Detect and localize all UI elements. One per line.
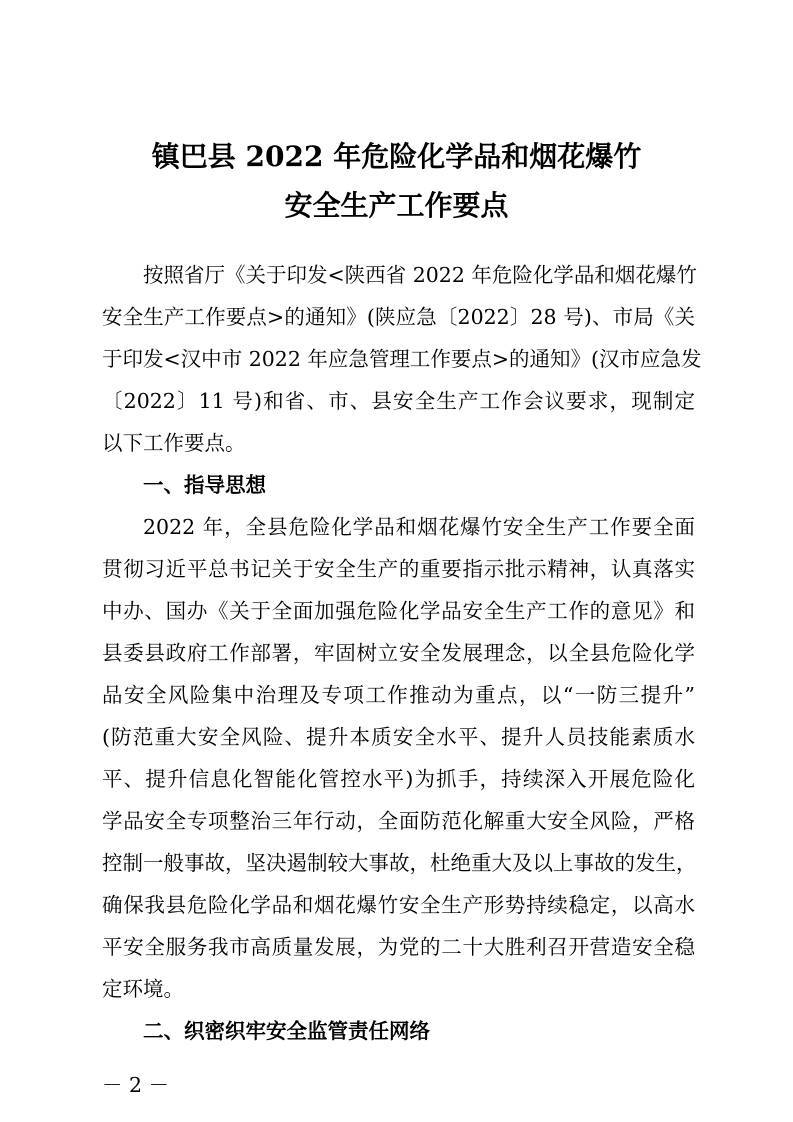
intro-line-3: 于印发<汉中市 2022 年应急管理工作要点>的通知》(汉市应急发 xyxy=(102,347,702,371)
section-2-heading: 二、织密织牢安全监管责任网络 xyxy=(143,1019,430,1043)
section-1-line-6: (防范重大安全风险、提升本质安全水平、提升人员技能素质水 xyxy=(102,725,695,749)
intro-line-5: 以下工作要点。 xyxy=(102,431,246,455)
section-1-line-2: 贯彻习近平总书记关于安全生产的重要指示批示精神，认真落实 xyxy=(102,557,695,581)
section-1-line-4: 县委县政府工作部署，牢固树立安全发展理念，以全县危险化学 xyxy=(102,641,695,665)
section-1-line-5: 品安全风险集中治理及专项工作推动为重点，以“一防三提升” xyxy=(102,683,695,707)
intro-line-4: 〔2022〕11 号)和省、市、县安全生产工作会议要求，现制定 xyxy=(102,389,695,413)
section-1-line-3: 中办、国办《关于全面加强危险化学品安全生产工作的意见》和 xyxy=(102,599,695,623)
document-title-line-1: 镇巴县 2022 年危险化学品和烟花爆竹 xyxy=(151,140,642,173)
section-1-heading: 一、指导思想 xyxy=(143,473,266,497)
page-number: － 2 － xyxy=(102,1073,170,1097)
section-1-line-9: 控制一般事故，坚决遏制较大事故，杜绝重大及以上事故的发生， xyxy=(102,851,697,875)
intro-line-2: 安全生产工作要点>的通知》(陕应急〔2022〕28 号)、市局《关 xyxy=(102,305,695,329)
intro-line-1: 按照省厅《关于印发<陕西省 2022 年危险化学品和烟花爆竹 xyxy=(143,263,697,287)
section-1-line-8: 学品安全专项整治三年行动，全面防范化解重大安全风险，严格 xyxy=(102,809,695,833)
section-1-line-12: 定环境。 xyxy=(102,977,184,1001)
document-title-line-2: 安全生产工作要点 xyxy=(284,189,509,222)
section-1-line-1: 2022 年，全县危险化学品和烟花爆竹安全生产工作要全面 xyxy=(143,515,695,539)
section-1-line-10: 确保我县危险化学品和烟花爆竹安全生产形势持续稳定，以高水 xyxy=(102,893,695,917)
section-1-line-7: 平、提升信息化智能化管控水平)为抓手，持续深入开展危险化 xyxy=(102,767,695,791)
section-1-line-11: 平安全服务我市高质量发展，为党的二十大胜利召开营造安全稳 xyxy=(102,935,695,959)
